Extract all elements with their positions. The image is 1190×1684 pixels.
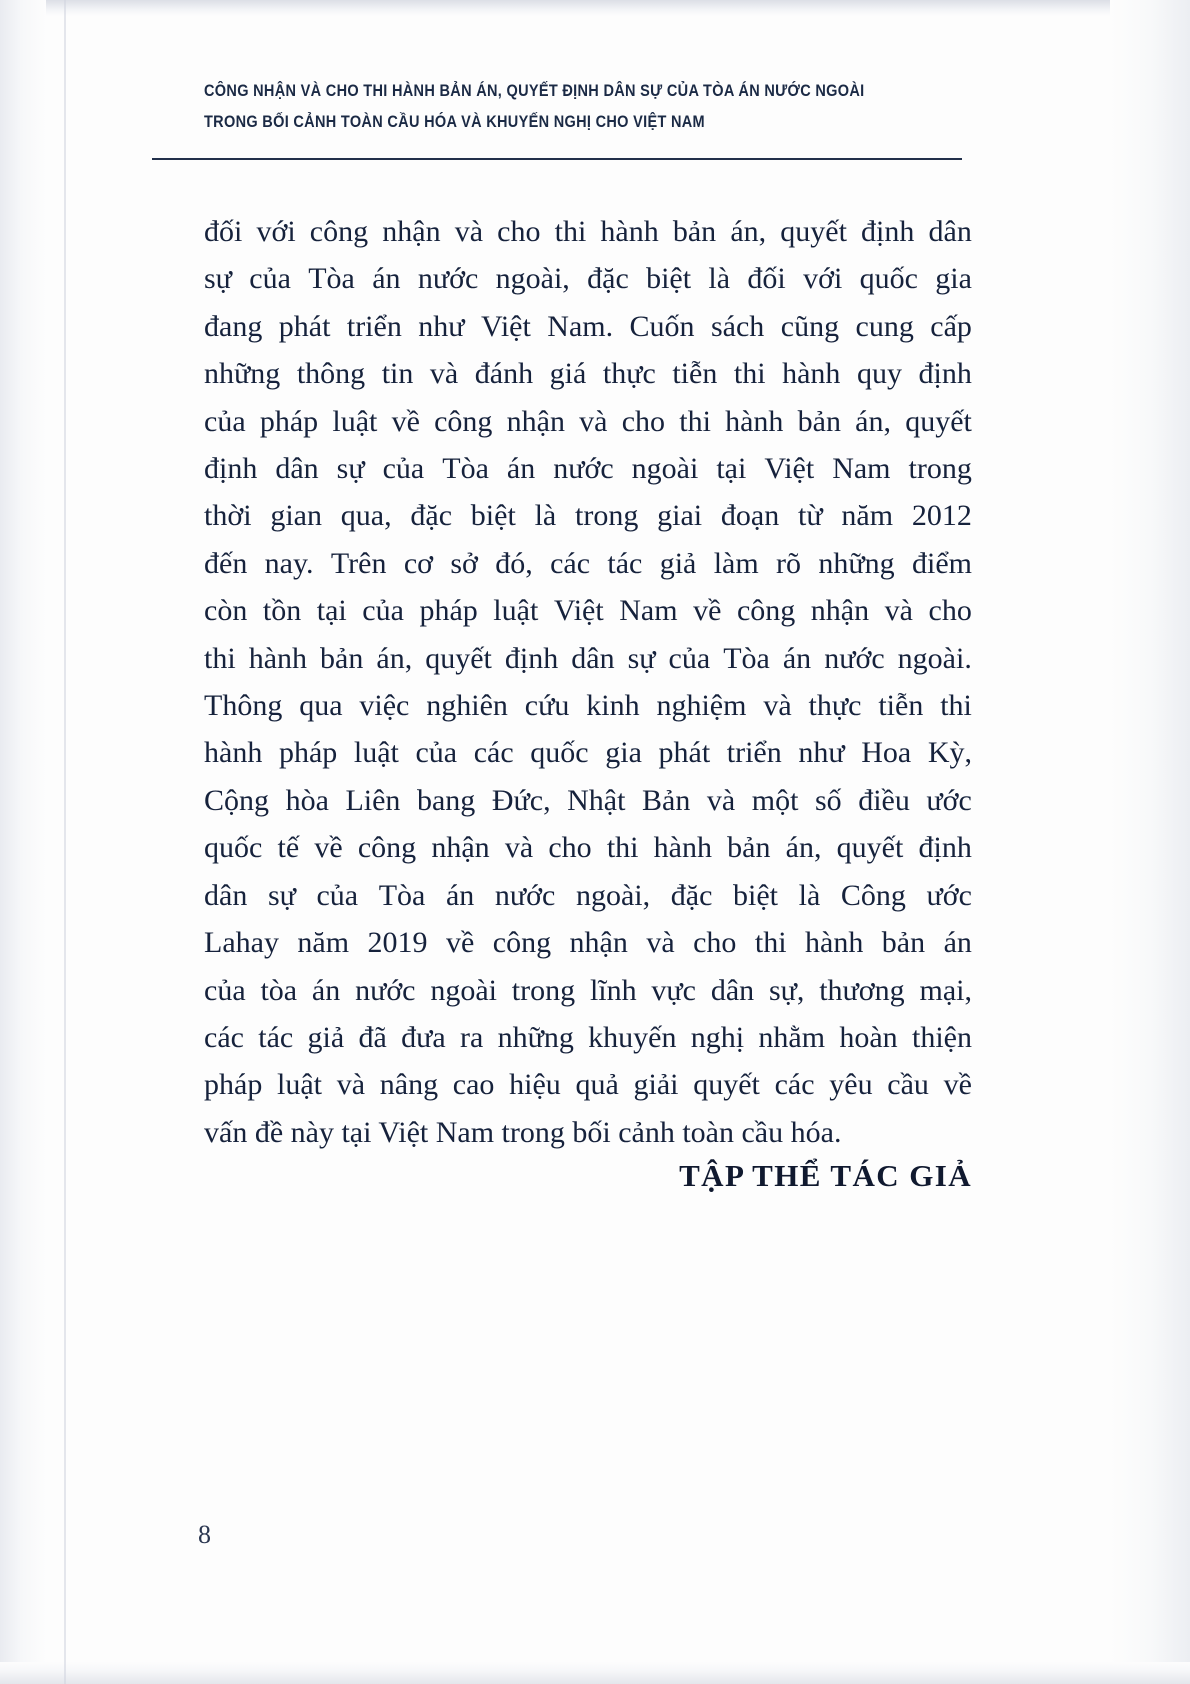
body-word: đánh <box>474 357 534 391</box>
running-head <box>204 83 984 144</box>
scan-edge-top <box>0 0 1190 16</box>
body-word: Việt <box>480 309 531 343</box>
body-word: tin <box>381 357 414 391</box>
body-word: và <box>429 357 459 391</box>
body-word: dân <box>204 878 248 912</box>
body-word: gia <box>935 262 972 296</box>
body-word: vực <box>651 973 696 1007</box>
body-word: Tòa <box>723 641 770 675</box>
body-word: đoạn <box>720 499 780 533</box>
body-word: Trên <box>330 546 387 580</box>
body-word: tiễn <box>672 357 718 391</box>
body-word: sự, <box>768 973 805 1007</box>
body-word: Nhật <box>567 783 626 817</box>
body-line <box>204 635 972 682</box>
body-word: sách <box>711 309 765 343</box>
body-word: tồn <box>262 594 302 628</box>
body-word: trong <box>908 452 972 486</box>
running-head-rule <box>152 158 962 160</box>
body-word: tác <box>258 1020 294 1054</box>
body-word: Lahay <box>204 926 279 960</box>
body-word: 2012 <box>911 499 972 533</box>
body-word: án <box>782 641 812 675</box>
body-word: quyết <box>693 1068 760 1102</box>
body-word: công <box>309 215 369 248</box>
body-word: quyết <box>905 404 972 438</box>
body-word: tòa <box>260 973 298 1007</box>
body-line <box>204 587 972 634</box>
body-word: là <box>708 262 731 296</box>
body-word: những <box>204 357 281 391</box>
body-word: số <box>814 783 842 817</box>
body-word: định <box>861 215 915 248</box>
body-word: đối <box>204 215 243 248</box>
body-word: biệt <box>470 499 516 533</box>
body-word: thi <box>940 689 972 723</box>
scan-edge-left <box>0 0 46 1684</box>
body-word: quốc <box>859 262 918 296</box>
body-word: và <box>504 831 534 865</box>
body-word: Tòa <box>308 262 355 296</box>
body-word: bản <box>881 926 926 960</box>
body-word: và <box>579 404 608 438</box>
body-word: nghiệm <box>656 689 747 723</box>
body-word: Thông <box>204 689 283 723</box>
body-word: Kỳ, <box>927 736 972 770</box>
body-word: hành <box>653 831 712 865</box>
body-line <box>204 445 972 492</box>
body-word: trong <box>575 499 639 533</box>
body-word: hòa <box>285 783 329 817</box>
body-word: ngoài, <box>495 262 570 296</box>
body-word: thi <box>733 357 766 391</box>
body-word: của <box>204 404 246 438</box>
body-word: luật <box>332 404 378 438</box>
body-word: qua <box>299 689 343 723</box>
body-word: bản <box>672 215 717 248</box>
body-word: đó, <box>495 546 533 580</box>
body-word: sự <box>267 878 296 912</box>
body-word: dân <box>571 641 615 675</box>
body-word: sự <box>627 641 656 675</box>
body-word: khuyến <box>588 1020 677 1054</box>
body-word: Việt <box>553 594 604 628</box>
body-word: kinh <box>586 689 640 723</box>
body-word: và <box>763 689 792 723</box>
body-line <box>204 398 972 445</box>
body-word: giả <box>307 1020 345 1054</box>
body-word: hành <box>782 357 841 391</box>
body-word: Hoa <box>861 736 912 770</box>
body-word: lĩnh <box>589 973 637 1007</box>
body-word: hành <box>600 215 659 248</box>
body-word: nước <box>355 973 416 1007</box>
body-word: ước <box>926 878 972 912</box>
body-line <box>204 1061 972 1108</box>
printed-area <box>150 60 980 1600</box>
body-word: quyết <box>425 641 492 675</box>
body-word: của <box>668 641 711 675</box>
body-word: Cuốn <box>629 309 695 343</box>
body-word: mại, <box>919 973 972 1007</box>
body-word: và <box>706 783 736 817</box>
body-word: đưa <box>401 1020 446 1054</box>
body-word: với <box>803 262 843 296</box>
body-word: định <box>918 357 972 391</box>
body-word: đặc <box>587 262 629 296</box>
body-word: năm <box>841 499 894 533</box>
body-word: cung <box>855 309 914 343</box>
scan-edge-bottom <box>0 1662 1190 1684</box>
body-word: thông <box>296 357 366 391</box>
body-word: cho <box>621 404 666 438</box>
body-word: của <box>362 594 404 628</box>
body-word: giai <box>657 499 703 533</box>
body-word: về <box>445 926 475 960</box>
body-word: gian <box>270 499 322 533</box>
body-word: các <box>774 1068 815 1102</box>
body-word: nhận <box>810 594 870 628</box>
body-word: thi <box>606 831 639 865</box>
body-word: cấp <box>930 309 972 343</box>
body-word: làm <box>713 546 759 580</box>
body-word: Bản <box>642 783 691 817</box>
body-word: án <box>372 262 401 296</box>
body-word: nhận <box>382 215 441 248</box>
body-word: và <box>884 594 913 628</box>
body-word: và <box>336 1068 366 1102</box>
body-word: Việt <box>764 452 815 486</box>
body-word: của <box>249 262 291 296</box>
body-line <box>204 350 972 397</box>
running-head-line-1: CÔNG NHẬN VÀ CHO THI HÀNH BẢN ÁN, QUYẾT ĐỊNH DÂN SỰ CỦA TÒA ÁN NƯỚC NGOÀI <box>204 82 865 100</box>
body-word: cho <box>693 926 737 960</box>
body-word: đối <box>747 262 786 296</box>
body-word: về <box>391 404 420 438</box>
body-word: tại <box>316 594 347 628</box>
body-word: quyết <box>836 831 904 865</box>
body-line <box>204 492 972 539</box>
body-word: phát <box>658 736 711 770</box>
body-word: ngoài, <box>575 878 651 912</box>
body-word: giá <box>549 357 587 391</box>
body-line <box>204 540 972 587</box>
body-word: thương <box>819 973 905 1007</box>
body-word: ước <box>926 783 972 817</box>
body-word: ngoài. <box>897 641 972 675</box>
body-word: tiễn <box>878 689 924 723</box>
body-word: và <box>454 215 484 248</box>
body-word: dân <box>710 973 755 1007</box>
body-word: qua, <box>340 499 392 533</box>
body-line <box>204 1014 972 1061</box>
body-word: án, <box>855 404 891 438</box>
body-word: pháp <box>259 404 319 438</box>
body-word: bang <box>416 783 476 817</box>
body-word: tế <box>277 831 300 865</box>
body-word: Nam <box>832 452 891 486</box>
body-word: đã <box>358 1020 387 1054</box>
body-word: pháp <box>278 736 338 770</box>
body-word: là <box>798 878 821 912</box>
body-word: án, <box>730 215 767 248</box>
body-word: Nam <box>619 594 678 628</box>
body-word: Liên <box>345 783 401 817</box>
body-word: sự <box>204 262 232 296</box>
body-word: án, <box>785 831 822 865</box>
body-word: quốc <box>530 736 589 770</box>
body-word: thi <box>679 404 711 438</box>
body-word: về <box>693 594 722 628</box>
body-word: còn <box>204 594 248 628</box>
body-line <box>204 824 972 871</box>
body-word: đến <box>204 546 248 580</box>
body-line <box>204 967 972 1014</box>
body-word: các <box>473 736 514 770</box>
body-word: như <box>798 736 845 770</box>
body-word: pháp <box>419 594 478 628</box>
body-word: hành <box>204 736 263 770</box>
body-word: từ <box>798 499 823 533</box>
body-word: bản <box>320 641 364 675</box>
body-word: điều <box>858 783 910 817</box>
body-word: cơ <box>403 546 433 580</box>
author-signature: TẬP THỂ TÁC GIẢ <box>679 1158 972 1193</box>
body-word: hành <box>725 404 784 438</box>
body-word: định <box>504 641 559 675</box>
body-line <box>204 729 972 776</box>
body-word: với <box>256 215 296 248</box>
body-word: đặc <box>670 878 713 912</box>
body-word: năm <box>297 926 350 960</box>
body-word: gia <box>605 736 642 770</box>
body-word: công <box>736 594 796 628</box>
body-word: tác <box>607 546 643 580</box>
body-word: Đức, <box>491 783 551 817</box>
body-word: cũng <box>780 309 840 343</box>
body-word: một <box>751 783 799 817</box>
body-word: các <box>550 546 591 580</box>
body-word: quy <box>856 357 902 391</box>
body-word: và <box>646 926 675 960</box>
body-word: cứu <box>524 689 570 723</box>
body-word: trong <box>511 973 576 1007</box>
body-word: cho <box>928 594 972 628</box>
body-word: Tòa <box>378 878 426 912</box>
body-word: định <box>204 452 258 486</box>
body-word: nhận <box>569 926 628 960</box>
body-word: Nam. <box>547 309 614 343</box>
body-word: bản <box>727 831 771 865</box>
body-word: ngoài <box>631 452 699 486</box>
body-word: là <box>534 499 557 533</box>
body-word: ngoài <box>430 973 497 1007</box>
body-word: nay. <box>264 546 314 580</box>
body-word: Cộng <box>204 783 270 817</box>
body-word: điểm <box>911 546 972 580</box>
body-word: của <box>415 736 458 770</box>
body-word: công <box>492 926 552 960</box>
body-word: hành <box>805 926 864 960</box>
body-word: quyết <box>780 215 847 248</box>
body-word: giả <box>659 546 697 580</box>
body-word: hành <box>248 641 308 675</box>
body-word: 2019 <box>367 926 428 960</box>
scan-edge-right <box>1110 0 1190 1684</box>
body-word: đang <box>204 309 263 343</box>
body-word: nước <box>494 878 556 912</box>
body-word: pháp <box>204 1068 263 1102</box>
body-line <box>204 777 972 824</box>
body-word: dân <box>275 452 319 486</box>
body-line <box>204 872 972 919</box>
body-word: công <box>434 404 493 438</box>
body-word: nước <box>417 262 479 296</box>
body-word: hoàn <box>839 1020 898 1054</box>
body-word: như <box>418 309 465 343</box>
body-word: sở <box>450 546 478 580</box>
body-word: của <box>204 973 246 1007</box>
body-line <box>204 208 972 255</box>
body-word: luật <box>277 1068 323 1102</box>
body-word: nhận <box>506 404 565 438</box>
body-word: nhằm <box>758 1020 826 1054</box>
body-word: án <box>943 926 972 960</box>
body-word: yêu <box>829 1068 873 1102</box>
body-word: luật <box>493 594 539 628</box>
body-word: triển <box>726 736 782 770</box>
body-word: về <box>943 1068 972 1102</box>
body-word: án <box>311 973 341 1007</box>
body-word: công <box>357 831 417 865</box>
body-word: thi <box>754 926 787 960</box>
page-number: 8 <box>198 1520 211 1549</box>
body-line: vấn đề này tại Việt Nam trong bối cảnh toàn cầu hóa. <box>204 1115 842 1149</box>
body-word: nước <box>553 452 614 486</box>
running-head-line-2: TRONG BỐI CẢNH TOÀN CẦU HÓA VÀ KHUYẾN NGHỊ CHO VIỆT NAM <box>204 112 705 131</box>
body-word: quốc <box>204 831 263 865</box>
body-word: rõ <box>776 546 802 580</box>
body-word: luật <box>353 736 399 770</box>
body-word: thi <box>204 641 236 675</box>
body-word: thực <box>808 689 862 723</box>
body-word: hiệu <box>509 1068 561 1102</box>
body-word: đặc <box>410 499 453 533</box>
body-word: việc <box>359 689 410 723</box>
body-word: tại <box>716 452 747 486</box>
body-word: biệt <box>646 262 692 296</box>
body-word: Tòa <box>442 452 489 486</box>
body-word: nước <box>824 641 885 675</box>
body-word: phát <box>278 309 331 343</box>
body-word: nhận <box>431 831 490 865</box>
body-word: giải <box>633 1068 679 1102</box>
body-word: của <box>316 878 359 912</box>
body-word: của <box>382 452 425 486</box>
body-word: thiện <box>911 1020 972 1054</box>
body-word: thi <box>554 215 587 248</box>
body-word: ra <box>459 1020 484 1054</box>
body-word: những <box>497 1020 574 1054</box>
body-line <box>204 303 972 350</box>
body-word: Công <box>840 878 906 912</box>
body-word: dân <box>928 215 972 248</box>
body-line <box>204 682 972 729</box>
body-word: bản <box>797 404 841 438</box>
body-word: cho <box>497 215 541 248</box>
body-word: triển <box>346 309 402 343</box>
body-word: các <box>204 1020 244 1054</box>
body-word: định <box>918 831 972 865</box>
body-word: cầu <box>887 1068 929 1102</box>
body-line <box>204 255 972 302</box>
body-paragraph <box>204 208 972 1156</box>
body-word: biệt <box>733 878 778 912</box>
body-word: án <box>506 452 536 486</box>
body-word: án, <box>376 641 413 675</box>
body-line <box>204 919 972 966</box>
body-word: quả <box>575 1068 619 1102</box>
body-word: nghiên <box>426 689 508 723</box>
body-word: sự <box>336 452 365 486</box>
body-word: cho <box>548 831 592 865</box>
body-word: những <box>818 546 895 580</box>
page-spine-edge <box>64 0 66 1684</box>
body-word: nghị <box>690 1020 745 1054</box>
body-word: thời <box>204 499 252 533</box>
body-word: về <box>314 831 343 865</box>
body-word: nâng <box>379 1068 439 1102</box>
body-word: án <box>445 878 475 912</box>
body-word: cao <box>452 1068 495 1102</box>
body-word: thực <box>602 357 656 391</box>
